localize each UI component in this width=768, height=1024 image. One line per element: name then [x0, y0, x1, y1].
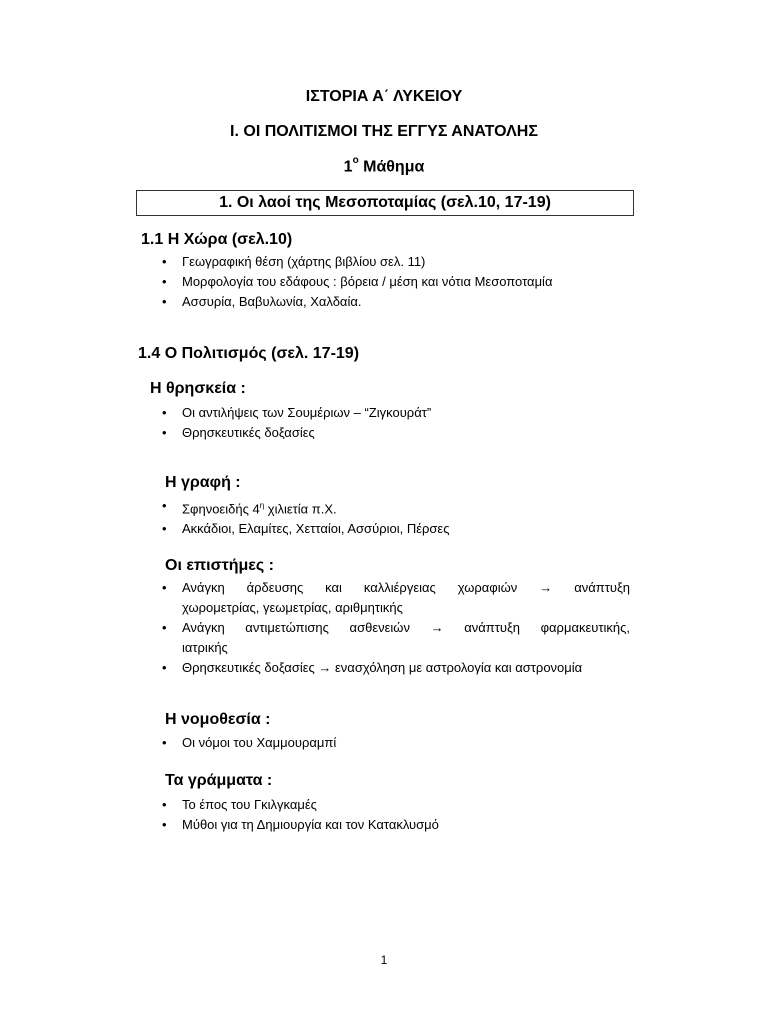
list-item: • Μύθοι για τη Δημιουργία και τον Κατακλυσμό	[160, 815, 640, 835]
lesson-superscript: ο	[352, 155, 359, 166]
list-item: • Οι νόμοι του Χαμμουραμπί	[160, 733, 640, 753]
list-item	[160, 496, 640, 519]
letters-list	[160, 795, 640, 835]
lesson-number: 1	[343, 158, 353, 176]
sciences-item1-line1: • Ανάγκη άρδευσης και καλλιέργειας χωραφιών → ανάπτυξη	[182, 580, 630, 595]
lesson-label: Μάθημα	[358, 158, 425, 176]
writing-heading: Η γραφή :	[165, 474, 241, 491]
list-item	[160, 618, 630, 658]
sciences-item1-line2: χωρομετρίας, γεωμετρίας, αριθμητικής	[182, 600, 403, 615]
section-culture-heading: 1.4 Ο Πολιτισμός (σελ. 17-19)	[138, 345, 360, 362]
list-item: • Θρησκευτικές δοξασίες → ενασχόληση με αστρολογία και αστρονομία	[160, 658, 630, 678]
country-list	[160, 252, 640, 312]
writing-list	[160, 496, 640, 539]
list-item: • Ακκάδιοι, Ελαμίτες, Χετταίοι, Ασσύριοι, Πέρσες	[160, 519, 640, 539]
list-item: • Το έπος του Γκιλγκαμές	[160, 795, 640, 815]
writing-item-text: Σφηνοειδής 4	[182, 501, 260, 517]
sciences-item2-line2: ιατρικής	[182, 640, 228, 655]
list-item: • Γεωγραφική θέση (χάρτης βιβλίου σελ. 11)	[160, 252, 640, 272]
document-subtitle: Ι. ΟΙ ΠΟΛΙΤΙΣΜΟΙ ΤΗΣ ΕΓΓΥΣ ΑΝΑΤΟΛΗΣ	[230, 123, 538, 140]
list-item	[160, 578, 630, 618]
sciences-list	[160, 578, 630, 678]
page-number: 1	[380, 953, 388, 967]
document-title: ΙΣΤΟΡΙΑ Α΄ ΛΥΚΕΙΟΥ	[305, 88, 463, 105]
letters-heading: Τα γράμματα :	[165, 772, 273, 789]
religion-heading: Η θρησκεία :	[150, 380, 246, 397]
religion-list	[160, 403, 640, 443]
legislation-heading: Η νομοθεσία :	[165, 711, 271, 728]
sciences-item2-line1: • Ανάγκη αντιμετώπισης ασθενειών → ανάπτυξη φαρμακευτικής,	[182, 620, 630, 635]
sciences-heading: Οι επιστήμες :	[165, 557, 274, 574]
section-country-heading: 1.1 Η Χώρα (σελ.10)	[141, 231, 293, 248]
writing-item-text-end: χιλιετία π.Χ.	[264, 501, 337, 517]
legislation-list	[160, 733, 640, 753]
list-item: • Μορφολογία του εδάφους : βόρεια / μέση και νότια Μεσοποταμία	[160, 272, 640, 292]
lesson-heading	[0, 157, 768, 176]
list-item: • Οι αντιλήψεις των Σουμέριων – “Ζιγκουράτ”	[160, 403, 640, 423]
lesson-topic-box: 1. Οι λαοί της Μεσοποταμίας (σελ.10, 17-19)	[136, 190, 634, 216]
writing-item-superscript: η	[259, 501, 265, 510]
list-item: • Ασσυρία, Βαβυλωνία, Χαλδαία.	[160, 292, 640, 312]
list-item: • Θρησκευτικές δοξασίες	[160, 423, 640, 443]
